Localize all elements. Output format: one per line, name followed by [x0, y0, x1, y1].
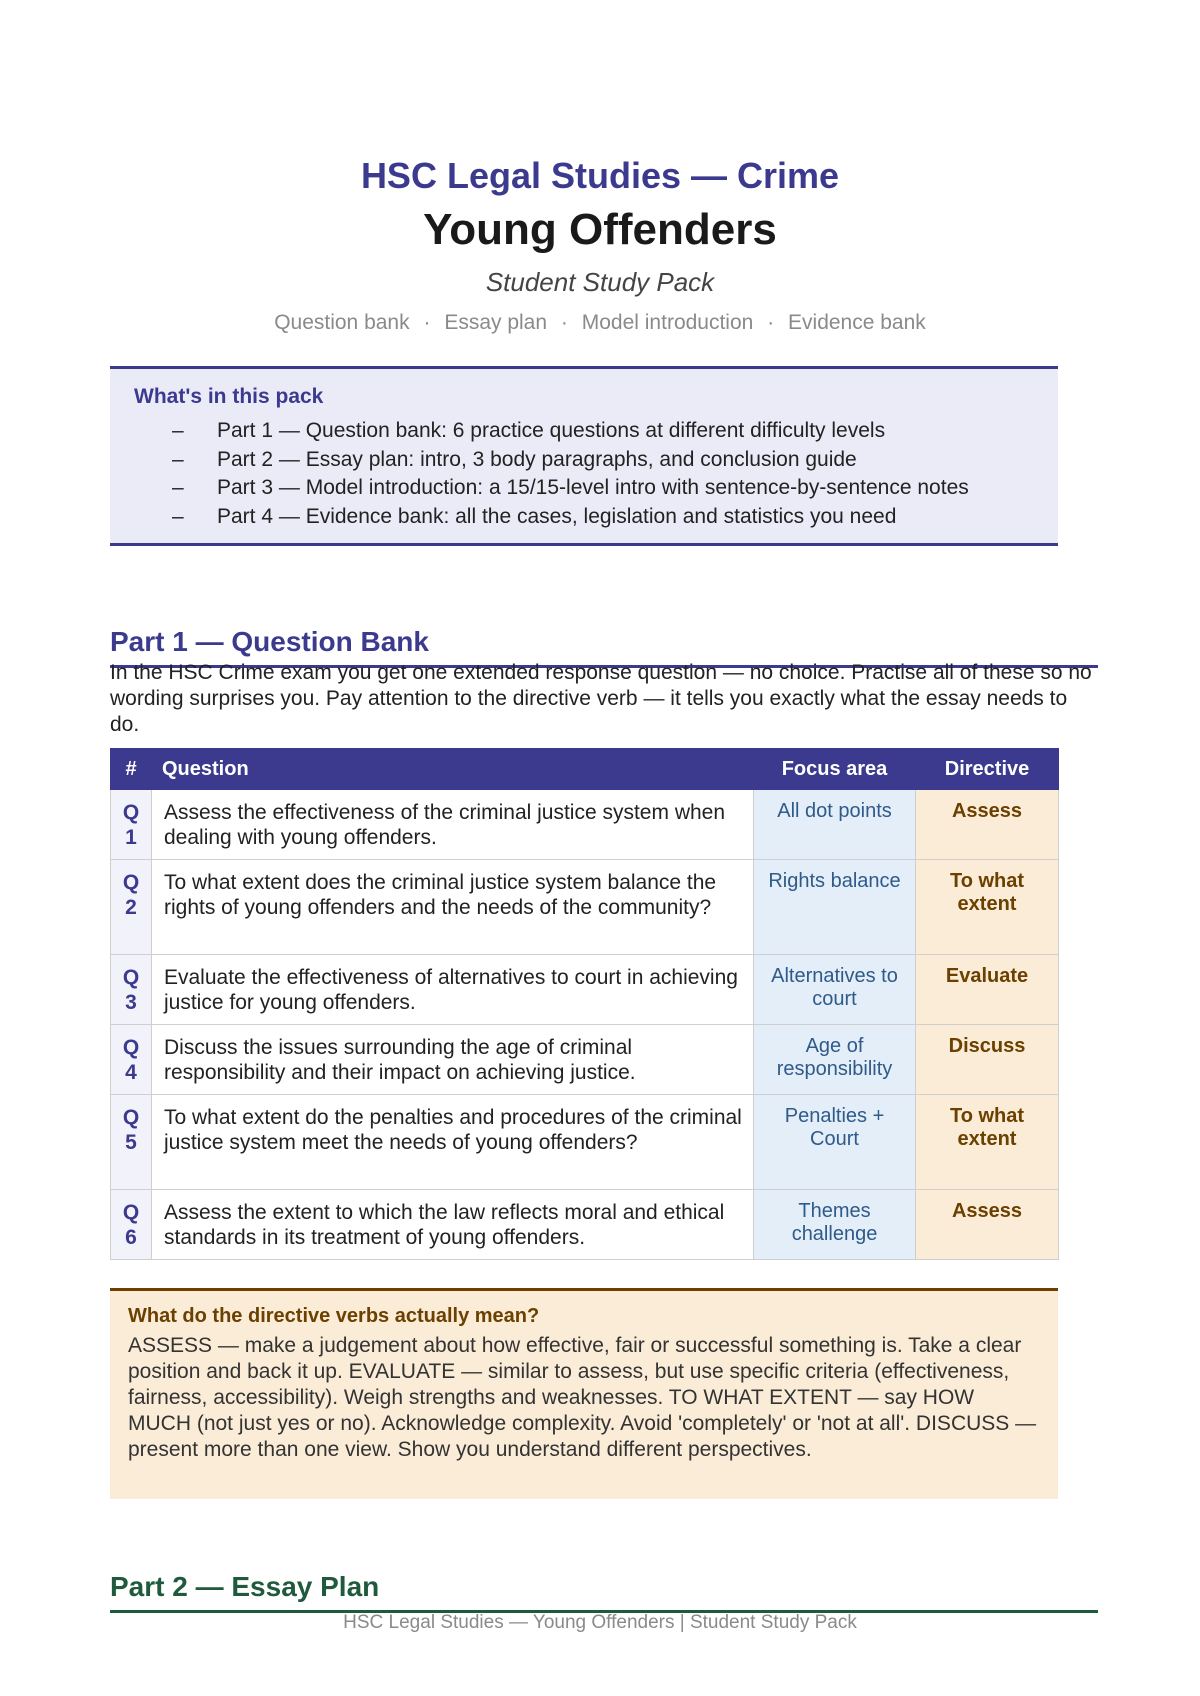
dash-bullet: – [172, 504, 184, 528]
page-title: Young Offenders [423, 205, 777, 254]
verbs-text: ASSESS — make a judgement about how effective, fair or successful something is. Take a clear position and back it up. EVALUATE — similar to assess, but use specific criteria (effectiveness, fairness, accessibility). Weigh strengths and weaknesses. TO WHAT EXTENT — say HOW MUCH (not just yes or no). Acknowledge complexity. Avoid 'completely' or 'not at all'. DISCUSS — present more than one view. Show you understand different perspectives. [128, 1334, 1037, 1461]
contents-separator: · [767, 311, 775, 334]
table-row [111, 955, 1059, 1025]
subject-heading: HSC Legal Studies — Crime [360, 155, 840, 196]
question-number: Q 5 [111, 1095, 152, 1190]
directive-verb: Discuss [916, 1025, 1059, 1095]
table-row [111, 860, 1059, 955]
contents-item: Model introduction [581, 311, 754, 334]
pack-summary-box [110, 366, 1058, 546]
contents-item: Question bank [274, 311, 410, 334]
page-footer: HSC Legal Studies — Young Offenders | Student Study Pack [343, 1612, 857, 1633]
pack-heading: What's in this pack [134, 385, 324, 408]
title-block [0, 150, 1200, 338]
directive-verb: To what extent [916, 1095, 1059, 1190]
focus-area: Themes challenge [754, 1190, 916, 1260]
pack-list-item [172, 474, 969, 503]
question-number: Q 6 [111, 1190, 152, 1260]
table-row [111, 1190, 1059, 1260]
contents-separator: · [560, 311, 568, 334]
directive-verb: Evaluate [916, 955, 1059, 1025]
question-text: Assess the effectiveness of the criminal justice system when dealing with young offenders. [152, 790, 754, 860]
dash-bullet: – [172, 447, 184, 471]
dash-bullet: – [172, 476, 184, 499]
focus-area: Alternatives to court [754, 955, 916, 1025]
pack-list [172, 417, 969, 531]
question-bank-table [110, 748, 1059, 1260]
contents-item: Evidence bank [788, 311, 926, 334]
part2-heading: Part 2 — Essay Plan [110, 1568, 1098, 1613]
page-subtitle: Student Study Pack [485, 267, 715, 297]
question-number: Q 1 [111, 790, 152, 860]
question-text: Discuss the issues surrounding the age of criminal responsibility and their impact on achieving justice. [152, 1025, 754, 1095]
pack-list-item [172, 503, 969, 532]
directive-verb: Assess [916, 790, 1059, 860]
part1-intro: In the HSC Crime exam you get one extended response question — no choice. Practise all of these so no wording surprises you. Pay attention to the directive verb — it tells you exactly what the essay needs to do. [110, 661, 1092, 736]
question-number: Q 4 [111, 1025, 152, 1095]
part1-heading: Part 1 — Question Bank [110, 623, 1098, 668]
question-number: Q 2 [111, 860, 152, 955]
question-number: Q 3 [111, 955, 152, 1025]
contents-separator: · [423, 311, 431, 334]
question-text: To what extent does the criminal justice system balance the rights of young offenders and the needs of the community? [152, 860, 754, 955]
question-text: Assess the extent to which the law reflects moral and ethical standards in its treatment of young offenders. [152, 1190, 754, 1260]
column-header-question: Question [152, 749, 754, 790]
dash-bullet: – [172, 419, 184, 442]
pack-item-text: Part 4 — Evidence bank: all the cases, legislation and statistics you need [217, 504, 897, 528]
pack-item-text: Part 3 — Model introduction: a 15/15-level intro with sentence-by-sentence notes [217, 476, 969, 499]
focus-area: All dot points [754, 790, 916, 860]
pack-item-text: Part 1 — Question bank: 6 practice questions at different difficulty levels [217, 419, 886, 442]
pack-list-item [172, 417, 969, 446]
table-row [111, 790, 1059, 860]
directive-verb: To what extent [916, 860, 1059, 955]
directive-verbs-box [110, 1288, 1058, 1499]
question-text: Evaluate the effectiveness of alternatives to court in achieving justice for young offenders. [152, 955, 754, 1025]
table-header-row [111, 749, 1059, 790]
directive-verb: Assess [916, 1190, 1059, 1260]
column-header-directive: Directive [916, 749, 1059, 790]
pack-list-item [172, 446, 969, 475]
pack-item-text: Part 2 — Essay plan: intro, 3 body paragraphs, and conclusion guide [217, 447, 857, 471]
column-header-focus: Focus area [754, 749, 916, 790]
verbs-heading: What do the directive verbs actually mean? [128, 1305, 540, 1327]
focus-area: Age of responsibility [754, 1025, 916, 1095]
focus-area: Rights balance [754, 860, 916, 955]
contents-line [0, 308, 1200, 338]
focus-area: Penalties + Court [754, 1095, 916, 1190]
table-row [111, 1095, 1059, 1190]
question-text: To what extent do the penalties and procedures of the criminal justice system meet the needs of young offenders? [152, 1095, 754, 1190]
table-row [111, 1025, 1059, 1095]
column-header-number: # [111, 749, 152, 790]
contents-item: Essay plan [444, 311, 548, 334]
